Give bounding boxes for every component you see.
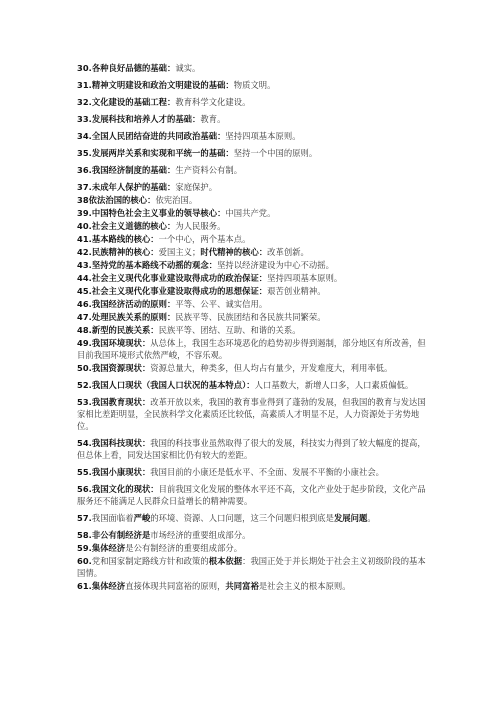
item-label: 未成年人保护的基础： (91, 182, 176, 192)
list-item (77, 194, 427, 206)
item-text-secondary: 。 (367, 513, 376, 523)
list-item (77, 79, 427, 91)
list-item (77, 220, 427, 232)
item-label: 基本路线的核心： (91, 234, 159, 244)
item-label: 中国特色社会主义事业的领导核心： (91, 208, 226, 218)
list-item (77, 529, 427, 541)
item-number: 59. (77, 543, 92, 553)
item-label: 民族精神的核心： (91, 247, 159, 257)
item-label: 社会主义现代化事业建设取得成功的政治保证： (91, 273, 268, 283)
item-label-secondary: 时代精神的核心： (200, 247, 268, 257)
item-number: 42. (77, 247, 92, 257)
list-item (77, 147, 427, 159)
item-text: 人口基数大，新增人口多，人口素质偏低。 (254, 380, 414, 390)
item-label: 依法治国的核心： (88, 195, 156, 205)
list-item (77, 207, 427, 219)
item-label: 文化建设的基础工程： (91, 97, 176, 107)
item-number: 41. (77, 234, 92, 244)
item-number: 32. (77, 97, 92, 107)
item-number: 52. (77, 380, 92, 390)
item-label: 我国经济活动的原则： (91, 299, 176, 309)
item-label: 我国小康现状： (91, 467, 151, 477)
item-label: 我国经济制度的基础： (91, 165, 176, 175)
item-label: 社会主义现代化事业建设取得成功的思想保证： (91, 286, 268, 296)
list-item (77, 233, 427, 245)
item-label: 集体经济 (91, 543, 126, 553)
item-text-secondary: 改革创新。 (267, 247, 309, 257)
item-text: 民族平等、团结、互助、和谐的关系。 (158, 325, 301, 335)
item-number: 33. (77, 114, 92, 124)
item-label: 精神文明建设和政治文明建设的基础： (91, 80, 234, 90)
item-text: 为人民服务。 (175, 221, 226, 231)
list-item (77, 285, 427, 297)
list-item (77, 259, 427, 271)
list-item (77, 246, 427, 258)
item-text: 爱国主义； (158, 247, 201, 257)
item-number: 36. (77, 165, 92, 175)
item-label: 根本依据 (208, 556, 243, 566)
item-label: 严峻 (133, 513, 151, 523)
item-label-secondary: 共同富裕 (225, 581, 259, 591)
list-item (77, 483, 427, 507)
item-number: 35. (77, 148, 92, 158)
item-label: 社会主义道德的核心： (91, 221, 176, 231)
item-number: 57. (77, 513, 92, 523)
item-number: 50. (77, 363, 92, 373)
item-label: 我国环境现状： (91, 338, 151, 348)
item-prefix: 我国面临着 (91, 513, 134, 523)
item-text: 是公有制经济的重要组成部分。 (125, 543, 243, 553)
item-text: 坚持四项基本原则。 (267, 273, 343, 283)
item-text: 的环境、资源、人口问题，这三个问题归根到底是 (150, 513, 334, 523)
item-text: 坚持四项基本原则。 (225, 131, 301, 141)
item-number: 55. (77, 467, 92, 477)
item-number: 31. (77, 80, 92, 90)
item-text: 目前我国文化发展的整体水平还不高，文化产业处于起步阶段，文化产品服务还不能满足人民群众日益增长的精神需要。 (77, 484, 426, 506)
item-text: 从总体上，我国生态环境恶化的趋势初步得到遏制，部分地区有所改善，但目前我国环境形式依然严峻，不容乐观。 (77, 338, 426, 360)
list-item (77, 164, 427, 176)
list-item (77, 466, 427, 478)
list-item (77, 311, 427, 323)
item-label: 新型的民族关系： (91, 325, 159, 335)
list-item (77, 362, 427, 374)
item-number: 53. (77, 397, 92, 407)
item-label: 坚持党的基本路线不动摇的观念： (91, 260, 218, 270)
item-label: 发展两岸关系和实现和平统一的基础： (91, 148, 234, 158)
item-number: 39. (77, 208, 92, 218)
item-text: 诚实。 (175, 63, 201, 73)
item-label: 发展科技和培养人才的基础： (91, 114, 201, 124)
item-number: 45. (77, 286, 92, 296)
item-text: 坚持以经济建设为中心不动摇。 (217, 260, 334, 270)
list-item (77, 379, 427, 391)
item-label: 我国人口现状（我国人口状况的基本特点）： (91, 380, 255, 390)
list-item (77, 437, 427, 461)
item-text: 家庭保护。 (175, 182, 218, 192)
item-label-secondary: 发展问题 (333, 513, 368, 523)
item-label: 非公有制经济是 (91, 530, 151, 540)
item-number: 34. (77, 131, 92, 141)
item-text: 艰苦创业精神。 (267, 286, 326, 296)
item-prefix: 党和国家制定路线方针和政策的 (91, 556, 209, 566)
item-number: 46. (77, 299, 92, 309)
list-item (77, 512, 427, 524)
list-item (77, 542, 427, 554)
document-body (77, 62, 427, 593)
list-item (77, 272, 427, 284)
list-item (77, 113, 427, 125)
item-number: 30. (77, 63, 92, 73)
item-label: 我国文化的现状： (91, 484, 159, 494)
item-text: 直接体现共同富裕的原则， (125, 581, 226, 591)
item-label: 我国教育现状： (91, 397, 151, 407)
item-text-secondary: 是社会主义的根本原则。 (258, 581, 351, 591)
list-item (77, 181, 427, 193)
list-item (77, 298, 427, 310)
item-label: 全国人民团结奋进的共同政治基础： (91, 131, 226, 141)
list-item (77, 555, 427, 579)
item-number: 47. (77, 312, 92, 322)
item-text: 教育。 (200, 114, 226, 124)
item-number: 43. (77, 260, 92, 270)
list-item (77, 324, 427, 336)
item-label: 我国资源现状： (91, 363, 151, 373)
item-text: 教育科学文化建设。 (175, 97, 251, 107)
item-text: 生产资料公有制。 (175, 165, 243, 175)
item-text: 坚持一个中国的原则。 (233, 148, 318, 158)
item-text: 资源总量大，种类多，但人均占有量少，开发难度大，利用率低。 (150, 363, 393, 373)
item-label: 我国科技现状： (91, 438, 151, 448)
item-text: 我国目前的小康还是低水平、不全面、发展不平衡的小康社会。 (150, 467, 385, 477)
item-number: 38 (77, 195, 89, 205)
item-text: ：我国正处于并长期处于社会主义初级阶段的基本国情。 (77, 556, 426, 578)
item-number: 54. (77, 438, 92, 448)
list-item (77, 337, 427, 361)
item-text: 一个中心，两个基本点。 (158, 234, 251, 244)
item-number: 56. (77, 484, 92, 494)
item-label: 集体经济 (91, 581, 126, 591)
item-number: 49. (77, 338, 92, 348)
item-text: 改革开放以来，我国的教育事业得到了蓬勃的发展，但我国的教育与发达国家相比差距明显，全民族科学文化素质还比较低，高素质人才明显不足，人力资源处于劣势地位。 (77, 397, 426, 431)
item-number: 44. (77, 273, 92, 283)
item-text: 我国的科技事业虽然取得了很大的发展，科技实力得到了较大幅度的提高，但总体上看，同发达国家相比仍有较大的差距。 (77, 438, 426, 460)
item-text: 物质文明。 (233, 80, 276, 90)
list-item (77, 96, 427, 108)
item-number: 61. (77, 581, 92, 591)
item-text: 市场经济的重要组成部分。 (150, 530, 251, 540)
list-item (77, 130, 427, 142)
item-text: 依宪治国。 (155, 195, 198, 205)
list-item (77, 580, 427, 592)
item-number: 37. (77, 182, 92, 192)
list-item (77, 396, 427, 432)
item-text: 民族平等、民族团结和各民族共同繁荣。 (175, 312, 326, 322)
item-text: 中国共产党。 (225, 208, 276, 218)
item-number: 58. (77, 530, 92, 540)
item-number: 48. (77, 325, 92, 335)
item-text: 平等、公平、诚实信用。 (175, 299, 268, 309)
list-item (77, 62, 427, 74)
item-label: 处理民族关系的原则： (91, 312, 176, 322)
item-number: 60. (77, 556, 92, 566)
item-number: 40. (77, 221, 92, 231)
item-label: 各种良好品德的基础： (91, 63, 176, 73)
